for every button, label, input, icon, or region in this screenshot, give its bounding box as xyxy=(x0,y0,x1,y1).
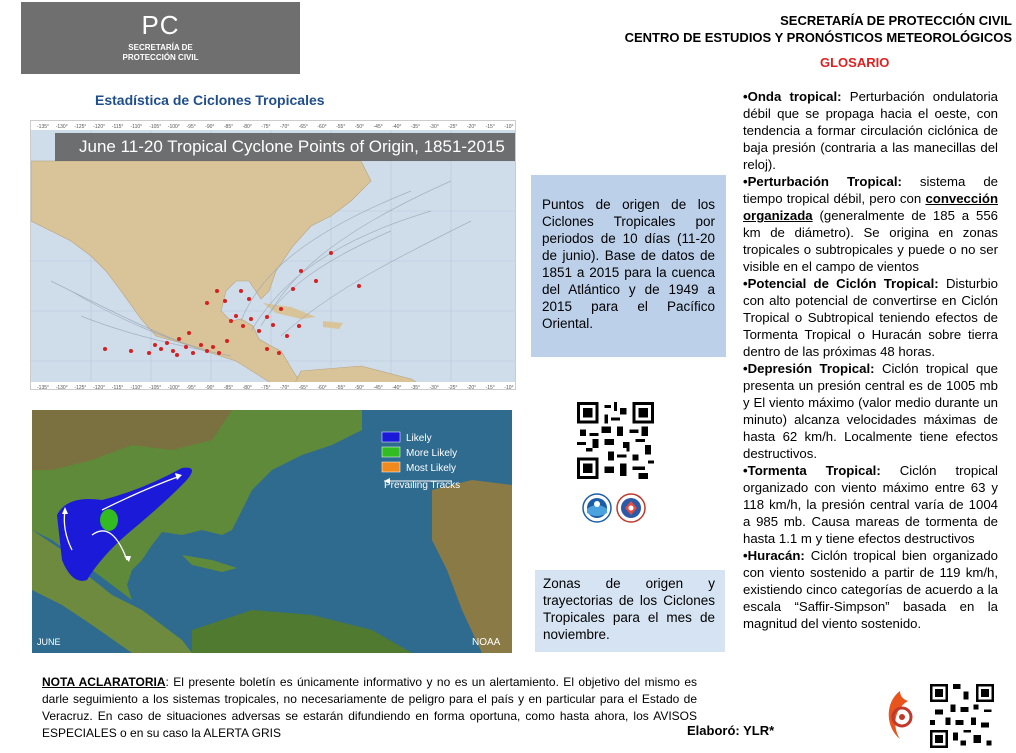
lon-tick-label: -20° xyxy=(466,385,477,391)
lon-tick-label: -120° xyxy=(93,385,106,391)
zones-description: Zonas de origen y trayectorias de los Ciclones Tropicales para el mes de noviembre. xyxy=(535,570,725,652)
lon-tick-label: -60° xyxy=(317,124,327,130)
month-label: JUNE xyxy=(37,637,61,647)
lon-tick-label: -95° xyxy=(186,124,196,130)
header-line2: CENTRO DE ESTUDIOS Y PRONÓSTICOS METEOROLÓGICOS xyxy=(624,30,1012,45)
lon-tick-label: -60° xyxy=(317,385,327,391)
lon-tick-label: -105° xyxy=(149,385,162,391)
lon-tick-label: -125° xyxy=(74,124,87,130)
lon-tick-label: -20° xyxy=(466,124,477,130)
lon-tick-label: -25° xyxy=(448,124,458,130)
nota-text: : El presente boletín es únicamente informativo y no es un alertamiento. El objetivo del mismo es darle seguimiento a los sistemas tropicales, no necesariamente de peligro para el país y en particular para el Estado de Veracruz. En caso de situaciones adversas se estarán difundiendo en forma oportuna, como hasta ahora, los AVISOS ESPECIALES o en su caso la ALERTA GRIS xyxy=(42,675,698,740)
lon-tick-label: -65° xyxy=(298,124,308,130)
lon-tick-label: -115° xyxy=(111,385,124,391)
lon-tick-label: -35° xyxy=(410,385,421,391)
lon-tick-label: -10° xyxy=(504,124,514,130)
lon-tick-label: -50° xyxy=(354,385,365,391)
lon-tick-label: -70° xyxy=(280,124,290,130)
origin-points-description: Puntos de origen de los Ciclones Tropicales por periodos de 10 días (11-20 de junio). Base de datos de 1851 a 2015 para la cuenca del Atlántico y de 1949 a 2015 para el Pacífico Oriental. xyxy=(531,175,726,357)
lon-tick-label: -90° xyxy=(205,124,215,130)
lon-tick-label: -45° xyxy=(373,385,383,391)
lon-tick-label: -80° xyxy=(242,385,252,391)
lon-tick-label: -30° xyxy=(429,124,439,130)
elaborated-by: Elaboró: YLR* xyxy=(687,723,775,738)
prevailing-tracks-label: Prevailing Tracks xyxy=(384,480,461,491)
glossary-huracan: •Huracán: Ciclón tropical bien organizado con viento sostenido a partir de 119 km/h, existiendo cinco categorías de acuerdo a la escala “Saffir-Simpson” basada en la magnitud del viento sostenido. xyxy=(743,548,998,631)
noaa-logo xyxy=(582,493,612,523)
lon-tick-label: -45° xyxy=(373,124,383,130)
lon-tick-label: -90° xyxy=(205,385,215,391)
lon-tick-label: -25° xyxy=(448,385,458,391)
legend-more-likely: More Likely xyxy=(406,448,458,459)
lon-tick-label: -50° xyxy=(354,124,365,130)
lon-tick-label: -55° xyxy=(336,385,346,391)
pc-logo xyxy=(21,2,300,74)
lon-tick-label: -15° xyxy=(485,124,495,130)
lon-tick-label: -115° xyxy=(111,124,124,130)
lon-tick-label: -35° xyxy=(410,124,421,130)
lon-tick-label: -120° xyxy=(93,124,106,130)
lon-tick-label: -80° xyxy=(242,124,252,130)
convection-link: convección organizada xyxy=(743,191,998,223)
lon-tick-label: -85° xyxy=(223,385,234,391)
source-label: NOAA xyxy=(472,637,501,648)
lon-tick-label: -55° xyxy=(336,124,346,130)
origin-points-map xyxy=(30,120,516,390)
glossary-potencial: •Potencial de Ciclón Tropical: Disturbio con alto potencial de convertirse en Ciclón Tropical o Subtropical teniendo efectos de Tormenta Tropical o Huracán sobre tierra dentro de las próximas 48 horas. xyxy=(743,276,998,359)
lon-tick-label: -75° xyxy=(261,385,271,391)
cepm-logo xyxy=(880,687,920,747)
lon-tick-label: -75° xyxy=(261,124,271,130)
logo-line1: SECRETARÍA DE xyxy=(128,43,193,52)
origin-map-graphic xyxy=(31,121,516,390)
lon-tick-label: -135° xyxy=(37,385,50,391)
lon-tick-label: -15° xyxy=(485,385,495,391)
lon-tick-label: -85° xyxy=(223,124,234,130)
lon-tick-label: -65° xyxy=(298,385,308,391)
lon-tick-label: -125° xyxy=(74,385,87,391)
glossary-perturbacion: •Perturbación Tropical: sistema de tiempo tropical débil, pero con convección organizada (generalmente de 185 a 556 km de diámetro). Se origina en zonas tropicales o subtropicales y puede o no ser visible en el campo de vientos xyxy=(743,174,998,274)
lon-tick-label: -130° xyxy=(55,385,68,391)
lon-tick-label: -10° xyxy=(504,385,514,391)
glossary-depresion: •Depresión Tropical: Ciclón tropical que presenta un presión central es de 1005 mb y El viento máximo (valor medio durante un minuto) alcanza velocidades máximas de hasta 62 km/h. Localmente tiene efectos destructivos. xyxy=(743,361,998,461)
logo-line2: PROTECCIÓN CIVIL xyxy=(122,53,199,62)
origin-map-title: June 11-20 Tropical Cyclone Points of Origin, 1851-2015 xyxy=(55,133,515,161)
legend-most-likely: Most Likely xyxy=(406,463,457,474)
zones-map xyxy=(32,410,512,653)
qr-code xyxy=(577,402,654,479)
lon-tick-label: -100° xyxy=(167,385,180,391)
header-line1: SECRETARÍA DE PROTECCIÓN CIVIL xyxy=(780,13,1012,28)
lon-tick-label: -110° xyxy=(130,385,143,391)
lon-tick-label: -100° xyxy=(167,124,180,130)
lon-tick-label: -40° xyxy=(392,385,402,391)
lon-tick-label: -135° xyxy=(37,124,50,130)
nws-logo xyxy=(616,493,646,523)
lon-tick-label: -30° xyxy=(429,385,439,391)
qr-code-2 xyxy=(930,684,994,748)
lon-tick-label: -40° xyxy=(392,124,402,130)
glossary xyxy=(743,88,998,632)
lon-tick-label: -95° xyxy=(186,385,196,391)
lon-tick-label: -105° xyxy=(149,124,162,130)
lon-tick-label: -130° xyxy=(55,124,68,130)
glossary-tormenta: •Tormenta Tropical: Ciclón tropical organizado con viento máximo entre 63 y 118 km/h, la presión central varía de 1004 a 985 mb. Causa mareas de tormenta de hasta 1.1 m y tiene efectos destructivos xyxy=(743,463,998,546)
glossary-onda: •Onda tropical: Perturbación ondulatoria débil que se propaga hacia el oeste, con tendencia a formar circulación ciclónica de baja presión (contraria a las manecillas del reloj). xyxy=(743,89,999,172)
lon-tick-label: -110° xyxy=(130,124,143,130)
nota-label: NOTA ACLARATORIA xyxy=(42,675,166,689)
logo-initials: PC xyxy=(141,10,180,40)
lon-tick-label: -70° xyxy=(280,385,290,391)
nota-aclaratoria xyxy=(42,674,697,742)
stats-title: Estadística de Ciclones Tropicales xyxy=(95,92,325,108)
legend-likely: Likely xyxy=(406,433,432,444)
glossary-title: GLOSARIO xyxy=(820,55,890,70)
